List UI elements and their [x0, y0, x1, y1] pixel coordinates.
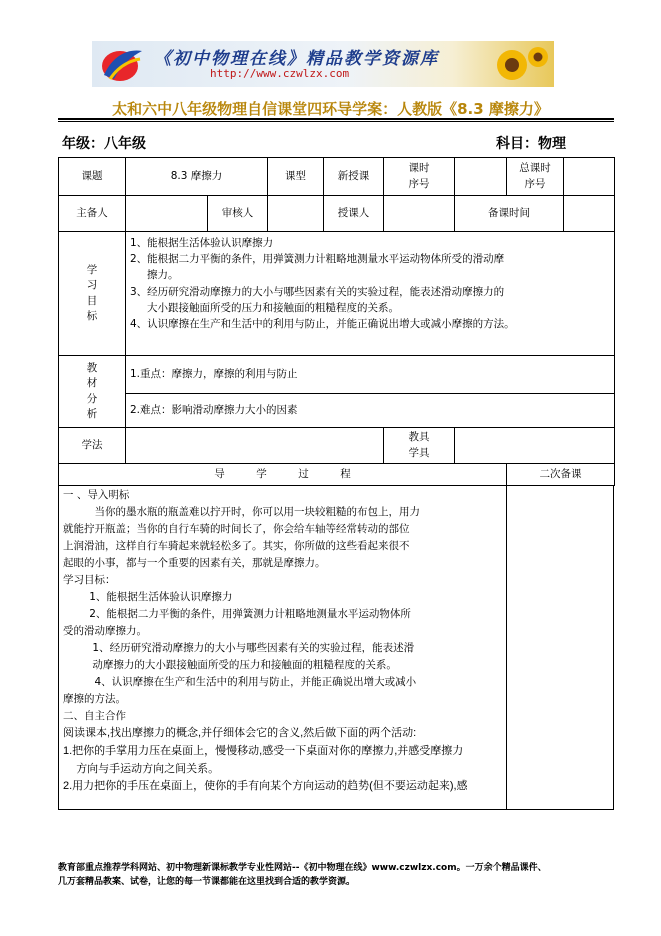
prep-time-value — [564, 196, 615, 232]
total-period-value — [564, 158, 615, 196]
process-header: 导 学 过 程 — [59, 464, 507, 486]
page-footer — [58, 862, 618, 890]
footer-line: 教育部重点推荐学科网站、初中物理新课标教学专业性网站--《初中物理在线》www.czwlzx.com。一万余个精品课件、 — [58, 863, 547, 873]
banner-title: 《初中物理在线》精品教学资源库 — [154, 49, 439, 69]
objective-item: 4、认识摩擦在生产和生活中的利用与防止，并能正确说出增大或减小摩擦的方法。 — [130, 318, 515, 331]
goals-label: 学习目标： — [63, 574, 116, 586]
difficulty-point: 2.难点：影响滑动摩擦力大小的因素 — [126, 394, 615, 428]
activity-item: 方向与手运动方向之间关系。 — [76, 762, 220, 775]
method-value — [126, 428, 384, 464]
objective-item: 擦力。 — [147, 269, 179, 282]
objective-item: 3、经历研究滑动摩擦力的大小与哪些因素有关的实验过程，能表述滑动摩擦力的 — [130, 285, 505, 298]
teacher-label: 授课人 — [324, 196, 384, 232]
topic-value: 8.3 摩擦力 — [126, 158, 268, 196]
analysis-label: 教 材 分 析 — [59, 356, 126, 428]
sunflower-icon — [490, 43, 550, 85]
goal-item: 2、能根据二力平衡的条件，用弹簧测力计粗略地测量水平运动物体所 — [89, 608, 411, 620]
objectives-label: 学 习 目 标 — [59, 232, 126, 356]
header-banner — [92, 41, 554, 87]
intro-paragraph: 当你的墨水瓶的瓶盖难以拧开时，你可以用一块较粗糙的布包上，用力 — [94, 506, 420, 518]
goal-item: 摩擦的方法。 — [63, 693, 126, 705]
goal-item: 4、认识摩擦在生产和生活中的利用与防止，并能正确说出增大或减小 — [94, 676, 417, 688]
subject-label: 科目：物理 — [496, 136, 566, 152]
process-body — [58, 485, 614, 810]
period-value — [455, 158, 507, 196]
reviewer-label: 审核人 — [208, 196, 268, 232]
lesson-type-label: 课型 — [268, 158, 324, 196]
objective-item: 大小跟接触面所受的压力和接触面的粗糙程度的关系。 — [147, 301, 399, 314]
goal-item: 1、经历研究滑动摩擦力的大小与哪些因素有关的实验过程，能表述滑 — [92, 642, 415, 654]
tools-value — [455, 428, 615, 464]
grade-label: 年级：八年级 — [62, 136, 146, 152]
total-period-label: 总课时 序号 — [507, 158, 564, 196]
lesson-type-value: 新授课 — [324, 158, 384, 196]
objective-item: 1、能根据生活体验认识摩擦力 — [130, 237, 274, 249]
preparer-label: 主备人 — [59, 196, 126, 232]
document-title: 太和六中八年级物理自信课堂四环导学案：人教版《8.3 摩擦力》 — [112, 100, 549, 118]
intro-paragraph: 就能拧开瓶盖；当你的自行车骑的时间长了，你会给车轴等经常转动的部位 — [63, 523, 410, 535]
section-heading: 二、自主合作 — [63, 710, 126, 722]
footer-line: 几万套精品教案、试卷，让您的每一节课都能在这里找到合适的教学资源。 — [58, 876, 356, 887]
topic-label: 课题 — [59, 158, 126, 196]
reviewer-value — [268, 196, 324, 232]
teacher-value — [384, 196, 455, 232]
objective-item: 2、能根据二力平衡的条件，用弹簧测力计粗略地测量水平运动物体所受的滑动摩 — [130, 253, 505, 266]
preparer-value — [126, 196, 208, 232]
reading-task: 阅读课本,找出摩擦力的概念,并仔细体会它的含义,然后做下面的两个活动: — [63, 727, 417, 739]
tools-label: 教具 学具 — [384, 428, 455, 464]
lesson-plan-table — [58, 157, 615, 486]
second-prep-header: 二次备课 — [507, 464, 615, 486]
site-logo-icon — [100, 45, 144, 83]
objectives-content — [126, 232, 615, 356]
intro-paragraph: 上润滑油，这样自行车骑起来就轻松多了。其实，你所做的这些看起来很不 — [63, 540, 410, 552]
method-label: 学法 — [59, 428, 126, 464]
goal-item: 动摩擦力的大小跟接触面所受的压力和接触面的粗糙程度的关系。 — [92, 659, 397, 671]
goal-item: 1、能根据生活体验认识摩擦力 — [89, 591, 233, 603]
activity-item: 2.用力把你的手压在桌面上，使你的手有向某个方向运动的趋势(但不要运动起来),感 — [63, 780, 468, 793]
period-label: 课时 序号 — [384, 158, 455, 196]
key-point: 1.重点：摩擦力，摩擦的利用与防止 — [126, 356, 615, 394]
section-heading: 一 、导入明标 — [63, 489, 130, 501]
process-content — [59, 485, 507, 810]
intro-paragraph: 起眼的小事，都与一个重要的因素有关，那就是摩擦力。 — [63, 557, 326, 569]
prep-time-label: 备课时间 — [455, 196, 564, 232]
title-rule — [58, 118, 614, 120]
banner-url[interactable]: http://www.czwlzx.com — [210, 67, 350, 80]
goal-item: 受的滑动摩擦力。 — [63, 625, 147, 637]
title-rule-thin — [58, 121, 614, 122]
activity-item: 1.把你的手掌用力压在桌面上，慢慢移动,感受一下桌面对你的摩擦力,并感受摩擦力 — [63, 744, 464, 757]
